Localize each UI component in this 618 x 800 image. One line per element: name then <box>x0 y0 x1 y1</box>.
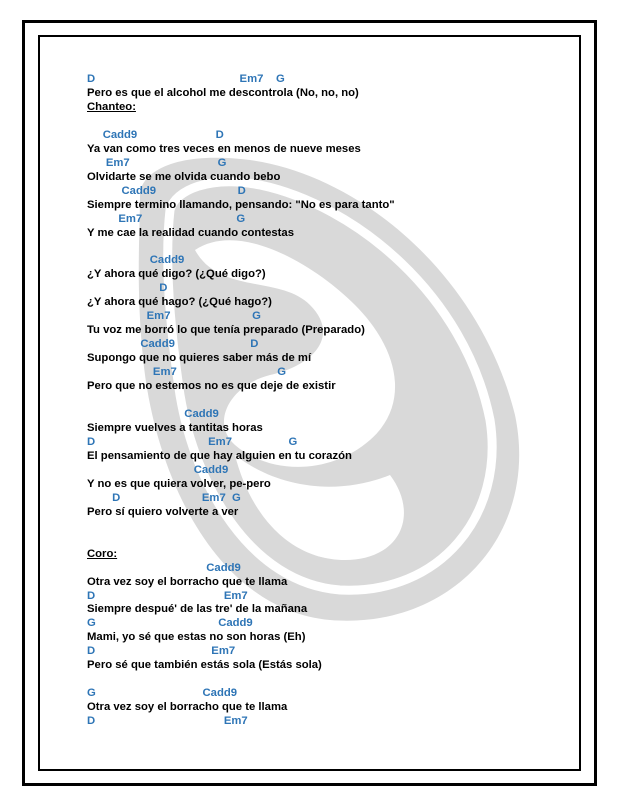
chord-line: Cadd9 <box>87 561 241 574</box>
chord-line: Em7 G <box>87 156 227 169</box>
lyric-line: ¿Y ahora qué hago? (¿Qué hago?) <box>87 296 272 309</box>
lyric-line: Siempre despué' de las tre' de la mañana <box>87 603 308 616</box>
chord-line: D Em7 G <box>87 491 241 504</box>
section-heading: Chanteo: <box>87 100 136 113</box>
lyric-line: Ya van como tres veces en menos de nueve meses <box>87 142 361 155</box>
chord-line: G Cadd9 <box>87 617 253 630</box>
chord-line: Cadd9 D <box>87 338 259 351</box>
chord-line: Cadd9 <box>87 254 185 267</box>
lyric-line: Y me cae la realidad cuando contestas <box>87 226 294 239</box>
lyric-line: Siempre vuelves a tantitas horas <box>87 422 263 434</box>
lyric-line: Tu voz me borró lo que tenía preparado (Preparado) <box>87 324 365 337</box>
chord-line: Em7 G <box>87 366 286 379</box>
lyric-line: Pero que no estemos no es que deje de existir <box>87 380 336 393</box>
lyric-line: Siempre termino llamando, pensando: "No es para tanto" <box>87 198 395 211</box>
lyric-line: Mami, yo sé que estas no son horas (Eh) <box>87 631 306 644</box>
lyric-line: Otra vez soy el borracho que te llama <box>87 701 288 714</box>
chord-line: D Em7 <box>87 645 236 658</box>
chord-line: D Em7 G <box>87 73 285 85</box>
chord-line: Em7 G <box>87 212 246 225</box>
lyric-line: Pero es que el alcohol me descontrola (No, no, no) <box>87 86 359 99</box>
lyric-line: Supongo que no quieres saber más de mí <box>87 352 312 365</box>
chord-line: Cadd9 D <box>87 184 246 197</box>
chord-line: D Em7 G <box>87 435 298 448</box>
lyric-line: El pensamiento de que hay alguien en tu corazón <box>87 449 352 462</box>
lyric-line: Pero sé que también estás sola (Estás sola) <box>87 659 322 672</box>
lyric-line: Otra vez soy el borracho que te llama <box>87 575 288 588</box>
chord-line: D Em7 <box>87 589 248 602</box>
lyric-line: Olvidarte se me olvida cuando bebo <box>87 170 281 183</box>
chord-line: Em7 G <box>87 310 261 323</box>
chord-line: Cadd9 D <box>87 128 224 141</box>
chord-line: Cadd9 <box>87 463 229 476</box>
chord-line: Cadd9 <box>87 408 219 421</box>
lyric-line: Pero sí quiero volverte a ver <box>87 505 239 518</box>
chord-line: G Cadd9 <box>87 687 238 700</box>
chord-line: D <box>87 282 168 295</box>
section-heading: Coro: <box>87 547 118 560</box>
lyric-line: ¿Y ahora qué digo? (¿Qué digo?) <box>87 268 266 281</box>
lyric-line: Y no es que quiera volver, pe-pero <box>87 477 271 490</box>
chord-line: D Em7 <box>87 715 248 728</box>
